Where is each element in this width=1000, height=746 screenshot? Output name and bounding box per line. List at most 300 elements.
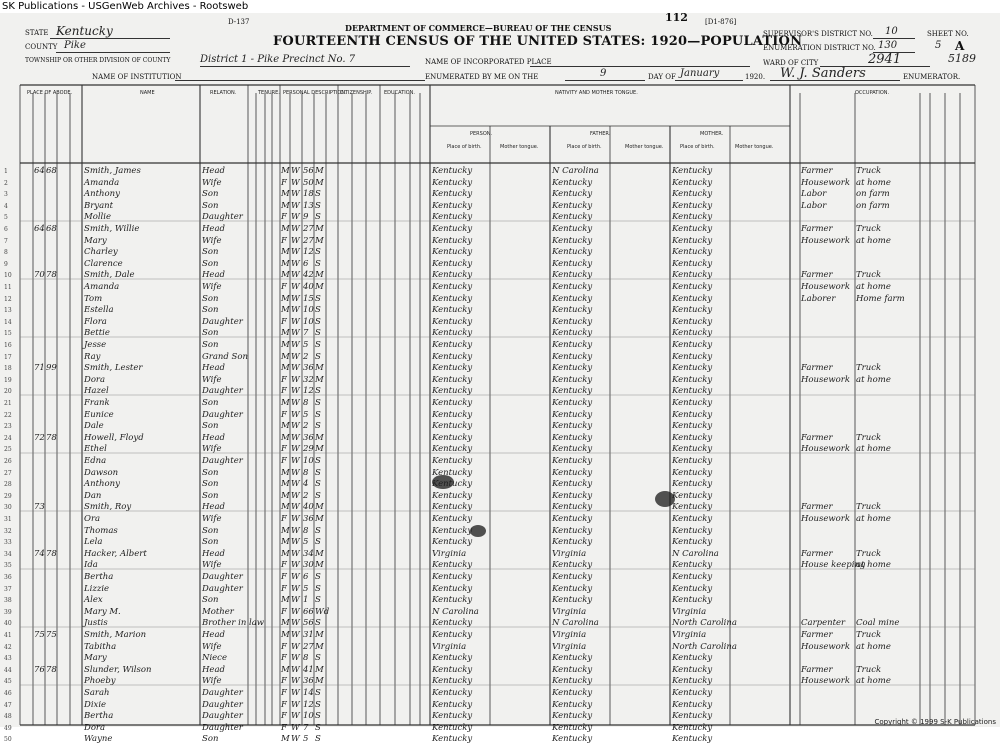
relation: Daughter: [202, 456, 243, 466]
race: W: [291, 583, 300, 594]
occupation: Carpenter: [801, 618, 846, 629]
dwelling-number: 73: [34, 502, 45, 513]
occupation: Housework: [801, 514, 851, 524]
father-birthplace: Kentucky: [552, 363, 593, 374]
table-row: [0, 514, 1000, 526]
table-row: [0, 700, 1000, 712]
father-birthplace: Kentucky: [552, 328, 593, 339]
mother-birthplace: Kentucky: [672, 676, 713, 687]
sex: M: [281, 340, 290, 350]
table-row: [0, 537, 1000, 549]
marital-status: M: [315, 235, 324, 246]
line-number: 4: [4, 202, 8, 210]
industry: at home: [856, 282, 891, 292]
occupation: Farmer: [801, 166, 833, 176]
person-name: Charley: [84, 247, 118, 258]
table-row: [0, 421, 1000, 433]
group-name: NAME: [140, 90, 155, 96]
father-birthplace: Kentucky: [552, 595, 593, 606]
dwelling-number: 71: [34, 363, 45, 374]
marital-status: S: [315, 386, 321, 397]
age: 32: [303, 374, 314, 385]
year-label: 1920.: [745, 73, 766, 81]
person-name: Dixie: [84, 699, 107, 710]
relation: Wife: [202, 444, 222, 455]
birthplace: Kentucky: [432, 456, 473, 466]
marital-status: M: [315, 630, 324, 640]
marital-status: Wd: [315, 606, 330, 617]
person-name: Mary: [84, 653, 107, 664]
marital-status: S: [315, 537, 321, 548]
age: 40: [303, 502, 314, 513]
table-row: [0, 270, 1000, 282]
race: W: [291, 722, 300, 733]
table-row: [0, 433, 1000, 445]
mother-birthplace: Kentucky: [672, 653, 713, 664]
relation: Son: [202, 340, 219, 350]
person-name: Justis: [84, 618, 108, 629]
sex: F: [281, 722, 287, 733]
mother-birthplace: Kentucky: [672, 189, 713, 200]
line-number: 24: [4, 434, 12, 442]
age: 13: [303, 200, 314, 211]
person-name: Amanda: [84, 177, 120, 188]
birthplace: Kentucky: [432, 618, 473, 629]
occupation: Farmer: [801, 270, 833, 281]
relation: Daughter: [202, 688, 243, 698]
industry: Truck: [856, 502, 882, 513]
mother-birthplace: Kentucky: [672, 293, 713, 304]
table-row: [0, 572, 1000, 584]
table-row: [0, 282, 1000, 294]
occupation: Farmer: [801, 432, 833, 443]
line-number: 21: [4, 400, 12, 407]
occupation: Farmer: [801, 664, 833, 675]
table-row: [0, 375, 1000, 387]
age: 1: [303, 595, 309, 606]
marital-status: S: [315, 189, 321, 200]
birthplace: Kentucky: [432, 595, 473, 606]
table-row: [0, 398, 1000, 410]
father-birthplace: Kentucky: [552, 560, 593, 571]
table-row: [0, 618, 1000, 630]
marital-status: S: [315, 734, 321, 745]
birthplace: Kentucky: [432, 177, 473, 188]
father-birthplace: Kentucky: [552, 340, 593, 350]
sex: M: [281, 200, 290, 211]
occupation: Housework: [801, 676, 851, 687]
relation: Son: [202, 421, 219, 432]
race: W: [291, 340, 300, 350]
person-name: Dan: [84, 490, 102, 501]
father-birthplace: Kentucky: [552, 293, 593, 304]
relation: Son: [202, 537, 219, 548]
person-name: Howell, Floyd: [84, 432, 144, 443]
race: W: [291, 316, 300, 327]
race: W: [291, 270, 300, 281]
sex: F: [281, 560, 287, 571]
sex: F: [281, 699, 287, 710]
race: W: [291, 212, 300, 223]
sheet-number-value: 5: [935, 40, 942, 51]
mother-birthplace: N Carolina: [672, 548, 719, 559]
person-name: Hacker, Albert: [84, 548, 147, 559]
subhdr-pob-mother: Place of birth.: [680, 144, 715, 150]
relation: Son: [202, 467, 219, 478]
industry: Truck: [856, 630, 882, 640]
father-birthplace: Kentucky: [552, 479, 593, 490]
line-number: 1: [4, 168, 8, 175]
mother-birthplace: Kentucky: [672, 235, 713, 246]
table-row: [0, 479, 1000, 491]
race: W: [291, 641, 300, 652]
race: W: [291, 456, 300, 466]
marital-status: M: [315, 444, 324, 455]
occupation: Farmer: [801, 224, 833, 234]
sex: F: [281, 374, 287, 385]
person-name: Ida: [84, 560, 98, 571]
marital-status: S: [315, 572, 321, 582]
birthplace: Kentucky: [432, 270, 473, 281]
marital-status: S: [315, 722, 321, 733]
father-birthplace: Virginia: [552, 606, 587, 617]
mother-birthplace: Kentucky: [672, 467, 713, 478]
group-person: PERSON.: [470, 131, 493, 137]
birthplace: Kentucky: [432, 247, 473, 258]
birthplace: Kentucky: [432, 386, 473, 397]
race: W: [291, 444, 300, 455]
person-name: Smith, Marion: [84, 630, 147, 640]
marital-status: M: [315, 282, 324, 292]
birthplace: Kentucky: [432, 572, 473, 582]
person-name: Dawson: [84, 467, 119, 478]
race: W: [291, 258, 300, 269]
mother-birthplace: Kentucky: [672, 200, 713, 211]
table-row: [0, 444, 1000, 456]
age: 2: [303, 351, 309, 362]
person-name: Dora: [84, 374, 106, 385]
mother-birthplace: Kentucky: [672, 386, 713, 397]
group-nativity: NATIVITY AND MOTHER TONGUE.: [555, 90, 638, 96]
father-birthplace: Kentucky: [552, 583, 593, 594]
age: 27: [303, 224, 314, 234]
relation: Head: [202, 224, 225, 234]
relation: Son: [202, 734, 219, 745]
marital-status: S: [315, 247, 321, 258]
marital-status: S: [315, 653, 321, 664]
industry: at home: [856, 560, 891, 571]
industry: Truck: [856, 270, 882, 281]
marital-status: S: [315, 467, 321, 478]
sex: F: [281, 641, 287, 652]
group-relation: RELATION.: [210, 90, 237, 96]
birthplace: Kentucky: [432, 630, 473, 640]
mother-birthplace: Kentucky: [672, 479, 713, 490]
age: 31: [303, 630, 314, 640]
site-header: SK Publications - USGenWeb Archives - Rootsweb: [0, 0, 1000, 13]
mother-birthplace: Kentucky: [672, 340, 713, 350]
age: 8: [303, 398, 309, 408]
race: W: [291, 386, 300, 397]
table-row: [0, 526, 1000, 538]
race: W: [291, 189, 300, 200]
form-code: [D1-876]: [705, 18, 737, 26]
dwelling-number: 64: [34, 166, 45, 176]
table-row: [0, 688, 1000, 700]
relation: Wife: [202, 514, 222, 524]
person-name: Dora: [84, 722, 106, 733]
person-name: Mary: [84, 235, 107, 246]
mother-birthplace: Kentucky: [672, 305, 713, 316]
race: W: [291, 699, 300, 710]
state-value: Kentucky: [56, 24, 113, 38]
table-row: [0, 247, 1000, 259]
enumerator-signature: W. J. Sanders: [780, 66, 866, 81]
relation: Wife: [202, 641, 222, 652]
sex: M: [281, 618, 290, 629]
father-birthplace: Kentucky: [552, 212, 593, 223]
relation: Head: [202, 630, 225, 640]
relation: Daughter: [202, 386, 243, 397]
ward-label: WARD OF CITY: [763, 59, 819, 67]
relation: Son: [202, 525, 219, 536]
person-name: Hazel: [84, 386, 109, 397]
line-number: 3: [4, 191, 8, 199]
sex: M: [281, 247, 290, 258]
marital-status: S: [315, 618, 321, 629]
age: 8: [303, 467, 309, 478]
line-number: 27: [4, 469, 12, 477]
sex: F: [281, 177, 287, 188]
line-number: 50: [4, 736, 12, 744]
race: W: [291, 514, 300, 524]
line-number: 29: [4, 492, 12, 500]
industry: at home: [856, 444, 891, 455]
family-number: 78: [46, 664, 57, 675]
state-label: STATE: [25, 29, 49, 37]
person-name: Alex: [84, 595, 103, 606]
sex: M: [281, 537, 290, 548]
table-row: [0, 711, 1000, 723]
ward-value: 2941: [868, 52, 902, 67]
dwelling-number: 72: [34, 432, 45, 443]
birthplace: Kentucky: [432, 479, 473, 490]
father-birthplace: Kentucky: [552, 664, 593, 675]
father-birthplace: Kentucky: [552, 386, 593, 397]
birthplace: N Carolina: [432, 606, 479, 617]
subhdr-tongue-mother: Mother tongue.: [735, 144, 774, 150]
mother-birthplace: Kentucky: [672, 572, 713, 582]
industry: Truck: [856, 664, 882, 675]
line-number: 6: [4, 226, 8, 233]
birthplace: Kentucky: [432, 722, 473, 733]
industry: Truck: [856, 363, 882, 374]
mother-birthplace: North Carolina: [672, 641, 737, 652]
table-row: [0, 584, 1000, 596]
race: W: [291, 595, 300, 606]
person-name: Wayne: [84, 734, 113, 745]
sex: M: [281, 305, 290, 316]
line-number: 20: [4, 388, 12, 396]
marital-status: S: [315, 421, 321, 432]
family-number: 68: [46, 224, 57, 234]
census-title: FOURTEENTH CENSUS OF THE UNITED STATES: 1920—POPULATION: [273, 34, 803, 49]
race: W: [291, 235, 300, 246]
relation: Son: [202, 200, 219, 211]
birthplace: Kentucky: [432, 664, 473, 675]
occupation: Farmer: [801, 630, 833, 640]
marital-status: S: [315, 479, 321, 490]
mother-birthplace: Kentucky: [672, 490, 713, 501]
age: 12: [303, 247, 314, 258]
race: W: [291, 421, 300, 432]
sheet-top-number: 112: [665, 11, 688, 24]
age: 66: [303, 606, 314, 617]
mother-birthplace: Kentucky: [672, 374, 713, 385]
relation: Daughter: [202, 722, 243, 733]
person-name: Bettie: [84, 328, 110, 339]
family-number: 75: [46, 630, 57, 640]
mother-birthplace: Kentucky: [672, 351, 713, 362]
place-label: NAME OF INCORPORATED PLACE: [425, 58, 552, 66]
day-label: DAY OF: [648, 73, 676, 81]
line-number: 45: [4, 678, 12, 686]
relation: Son: [202, 490, 219, 501]
age: 5: [303, 340, 309, 350]
group-education: EDUCATION.: [384, 90, 415, 96]
sex: F: [281, 606, 287, 617]
birthplace: Kentucky: [432, 316, 473, 327]
age: 27: [303, 235, 314, 246]
institution-label: NAME OF INSTITUTION: [92, 73, 182, 81]
relation: Son: [202, 328, 219, 339]
age: 8: [303, 653, 309, 664]
table-row: [0, 734, 1000, 746]
birthplace: Kentucky: [432, 351, 473, 362]
table-row: [0, 665, 1000, 677]
birthplace: Kentucky: [432, 490, 473, 501]
line-number: 23: [4, 423, 12, 431]
relation: Head: [202, 432, 225, 443]
table-row: [0, 410, 1000, 422]
age: 7: [303, 722, 309, 733]
father-birthplace: Kentucky: [552, 235, 593, 246]
sex: M: [281, 630, 290, 640]
birthplace: Kentucky: [432, 374, 473, 385]
father-birthplace: Virginia: [552, 630, 587, 640]
table-row: [0, 630, 1000, 642]
occupation: Farmer: [801, 548, 833, 559]
mother-birthplace: Kentucky: [672, 398, 713, 408]
table-row: [0, 549, 1000, 561]
industry: on farm: [856, 200, 890, 211]
table-row: [0, 456, 1000, 468]
father-birthplace: Kentucky: [552, 305, 593, 316]
age: 12: [303, 699, 314, 710]
birthplace: Kentucky: [432, 340, 473, 350]
age: 10: [303, 316, 314, 327]
birthplace: Kentucky: [432, 583, 473, 594]
enum-district-label: ENUMERATION DISTRICT NO.: [763, 44, 876, 52]
birthplace: Kentucky: [432, 189, 473, 200]
mother-birthplace: Kentucky: [672, 456, 713, 466]
father-birthplace: Kentucky: [552, 502, 593, 513]
line-number: 46: [4, 690, 12, 697]
county-value: Pike: [64, 40, 86, 51]
sex: F: [281, 444, 287, 455]
person-name: Smith, Dale: [84, 270, 135, 281]
mother-birthplace: Kentucky: [672, 699, 713, 710]
marital-status: S: [315, 699, 321, 710]
marital-status: M: [315, 641, 324, 652]
occupation: Laborer: [801, 293, 836, 304]
age: 56: [303, 166, 314, 176]
marital-status: S: [315, 340, 321, 350]
relation: Head: [202, 166, 225, 176]
age: 29: [303, 444, 314, 455]
relation: Son: [202, 293, 219, 304]
sex: F: [281, 316, 287, 327]
birthplace: Kentucky: [432, 653, 473, 664]
marital-status: S: [315, 595, 321, 606]
person-name: Clarence: [84, 258, 123, 269]
father-birthplace: Kentucky: [552, 676, 593, 687]
mother-birthplace: Kentucky: [672, 328, 713, 339]
marital-status: S: [315, 525, 321, 536]
sex: M: [281, 664, 290, 675]
table-row: [0, 340, 1000, 352]
age: 27: [303, 641, 314, 652]
group-place-of-abode: PLACE OF ABODE.: [27, 90, 73, 96]
age: 36: [303, 514, 314, 524]
family-number: 78: [46, 432, 57, 443]
relation: Mother: [202, 606, 234, 617]
table-row: [0, 607, 1000, 619]
father-birthplace: Kentucky: [552, 224, 593, 234]
father-birthplace: Kentucky: [552, 177, 593, 188]
line-number: 2: [4, 179, 8, 187]
marital-status: M: [315, 502, 324, 513]
race: W: [291, 653, 300, 664]
line-number: 17: [4, 353, 12, 361]
table-row: [0, 642, 1000, 654]
birthplace: Kentucky: [432, 467, 473, 478]
marital-status: M: [315, 432, 324, 443]
person-name: Smith, Lester: [84, 363, 143, 374]
age: 2: [303, 421, 309, 432]
mother-birthplace: Kentucky: [672, 722, 713, 733]
line-number: 49: [4, 724, 12, 732]
birthplace: Kentucky: [432, 305, 473, 316]
sex: M: [281, 363, 290, 374]
sex: M: [281, 398, 290, 408]
person-name: Smith, Willie: [84, 224, 140, 234]
industry: at home: [856, 676, 891, 687]
father-birthplace: Virginia: [552, 548, 587, 559]
subhdr-tongue-person: Mother tongue.: [500, 144, 539, 150]
occupation: House keeping: [801, 560, 866, 571]
person-name: Sarah: [84, 688, 110, 698]
race: W: [291, 537, 300, 548]
mother-birthplace: Kentucky: [672, 316, 713, 327]
person-name: Lizzie: [84, 583, 110, 594]
family-number: 99: [46, 363, 57, 374]
family-number: 68: [46, 166, 57, 176]
father-birthplace: Kentucky: [552, 432, 593, 443]
dwelling-number: 74: [34, 548, 45, 559]
race: W: [291, 630, 300, 640]
age: 36: [303, 363, 314, 374]
